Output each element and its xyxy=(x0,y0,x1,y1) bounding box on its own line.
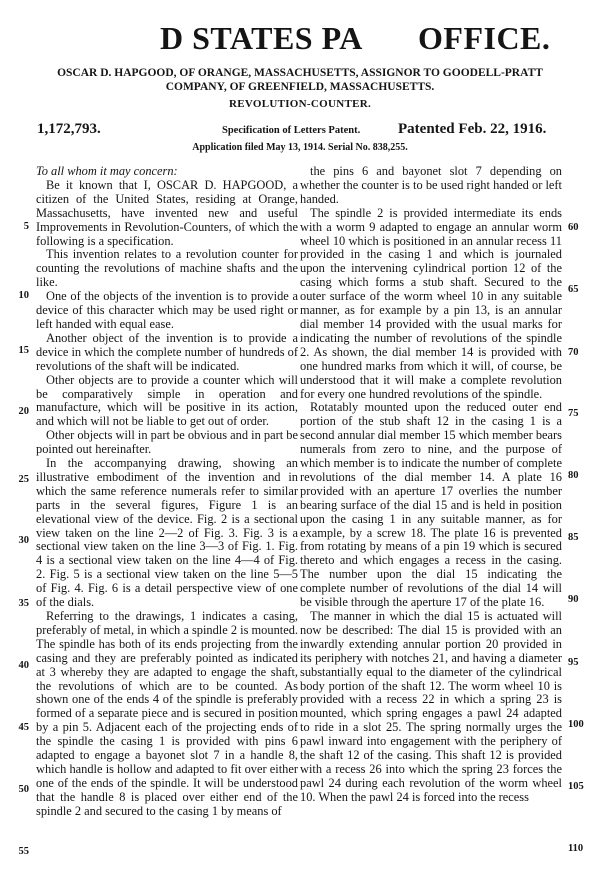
line-number: 5 xyxy=(23,221,29,232)
line-number: 65 xyxy=(568,284,579,295)
paragraph: Referring to the drawings, 1 indicates a casing, preferably of metal, in which a spindle 2 is mounted. The spindle has both of its ends projecting from the casing and they are preferably pointed as indicated at 3 whereby they are adapted to engage the shaft, the revolutions of which are to be counted. As shown one of the ends 4 of the spindle is preferably formed of a separate piece and is secured in position by a pin 5. Adjacent each of the projecting ends of the spindle the casing 1 is provided with pins 6 adapted to engage a bayonet slot 7 in a handle 8, which handle is hollow and adapted to fit over either one of the ends of the spindle. It will be understood that the handle 8 is placed over either end of the spindle 2 and secured to the casing 1 by means of xyxy=(36,609,298,818)
line-number: 20 xyxy=(18,406,29,417)
line-number: 80 xyxy=(568,470,579,481)
assignor-line-2: COMPANY, OF GREENFIELD, MASSACHUSETTS. xyxy=(165,81,435,93)
line-number: 60 xyxy=(568,222,579,233)
line-number: 55 xyxy=(18,846,29,857)
specification-label: Specification of Letters Patent. xyxy=(222,125,361,136)
left-text-column xyxy=(36,165,298,819)
line-number: 90 xyxy=(568,594,579,605)
line-number: 40 xyxy=(18,660,29,671)
paragraph: In the accompanying drawing, showing an illustrative embodiment of the invention and in which the same reference numerals refer to similar parts in the several figures, Figure 1 is an elevational view of the device. Fig. 2 is a sectional view taken on the line 2—2 of Fig. 3. Fig. 3 is a sectional view taken on the line 3—3 of Fig. 1. Fig. 4 is a sectional view taken on the line 4—4 of Fig. 2. Fig. 5 is a sectional view taken on the line 5—5 of Fig. 4. Fig. 6 is a detail perspective view of one of the dials. xyxy=(36,456,298,610)
patent-date: Patented Feb. 22, 1916. xyxy=(398,121,547,137)
right-text-column xyxy=(300,165,562,805)
line-number: 10 xyxy=(18,290,29,301)
line-number: 100 xyxy=(568,719,584,730)
line-number: 30 xyxy=(18,535,29,546)
line-number: 25 xyxy=(18,474,29,485)
patent-number: 1,172,793. xyxy=(37,121,101,137)
document-title: REVOLUTION-COUNTER. xyxy=(228,98,372,110)
line-number: 105 xyxy=(568,781,584,792)
office-title-left: D STATES PA xyxy=(160,20,363,56)
office-title-right: OFFICE. xyxy=(418,20,551,56)
paragraph: Another object of the invention is to provide a device in which the complete number of hundreds of revolutions of the shaft will be indicated. xyxy=(36,330,298,373)
line-number: 35 xyxy=(18,598,29,609)
paragraph: Rotatably mounted upon the reduced outer end portion of the stub shaft 12 in the casing 1 is a second annular dial member 15 which member bears numerals from zero to nine, and the purpose of which member is to indicate the number of complete revolutions of the dial member 14. A plate 16 provided with an aperture 17 overlies the number bearing surface of the dial 15 and is held in position upon the casing 1 in any suitable manner, as for example, by a screw 18. The plate 16 is prevented from rotating by means of a pin 19 which is secured thereto and which engages a recess in the casing. The number upon the dial 15 indicating the complete number of revolutions of the dial 14 will be visible through the aperture 17 of the plate 16. xyxy=(300,400,562,610)
line-number: 95 xyxy=(568,657,579,668)
line-number: 110 xyxy=(568,843,584,854)
paragraph: Be it known that I, OSCAR D. HAPGOOD, a citizen of the United States, residing at Orange, Massachusetts, have invented new and useful Improvements in Revolution-Counters, of which the following is a specification. xyxy=(36,177,298,248)
line-number: 15 xyxy=(18,345,29,356)
paragraph: Other objects are to provide a counter which will be comparatively simple in operation and manufacture, which will be positive in its action, and which will not be liable to get out of order. xyxy=(36,372,298,429)
paragraph: This invention relates to a revolution counter for counting the revolutions of machine shafts and the like. xyxy=(36,247,298,290)
paragraph: Other objects will in part be obvious and in part be pointed out hereinafter. xyxy=(36,428,298,457)
paragraph: The spindle 2 is provided intermediate its ends with a worm 9 adapted to engage an annular worm wheel 10 which is positioned in an annular recess 11 provided in the casing 1 and which is journaled upon the intervening cylindrical portion 12 of the casing which forms a stub shaft. Secured to the outer surface of the worm wheel 10 in any suitable manner, as for example by a pin 13, is an annular dial member 14 provided with the usual marks for indicating the number of revolutions of the spindle 2. As shown, the dial member 14 is provided with one hundred marks from which it will, of course, be understood that it will make a complete revolution for every one hundred revolutions of the spindle. xyxy=(300,205,562,401)
application-filed-line: Application filed May 13, 1914. Serial No. 838,255. xyxy=(192,142,408,153)
line-number: 75 xyxy=(568,408,579,419)
line-number: 70 xyxy=(568,347,579,358)
line-number: 50 xyxy=(18,784,29,795)
salutation: To all whom it may concern: xyxy=(36,164,178,178)
paragraph: One of the objects of the invention is to provide a device of this character which may be used right or left handed with equal ease. xyxy=(36,289,298,331)
line-number: 85 xyxy=(568,532,579,543)
assignor-block xyxy=(0,66,600,94)
paragraph: the pins 6 and bayonet slot 7 depending on whether the counter is to be used right handed or left handed. xyxy=(300,164,562,206)
line-number: 45 xyxy=(18,722,29,733)
assignor-line-1: OSCAR D. HAPGOOD, OF ORANGE, MASSACHUSETTS, ASSIGNOR TO GOODELL-PRATT xyxy=(57,67,543,79)
paragraph: The manner in which the dial 15 is actuated will now be described: The dial 15 is provided with an inwardly extending annular portion 20 provided in its periphery with notches 21, and having a diameter substantially equal to the diameter of the cylindrical body portion of the shaft 12. The worm wheel 10 is provided with a recess 22 in which a spring 23 is mounted, which spring engages a pawl 24 adapted to ride in a slot 25. The spring normally urges the pawl inward into engagement with the periphery of the shaft 12 of the casing. This shaft 12 is provided with a recess 26 into which the spring 23 forces the pawl 24 during each revolution of the worm wheel 10. When the pawl 24 is forced into the recess xyxy=(300,609,562,804)
